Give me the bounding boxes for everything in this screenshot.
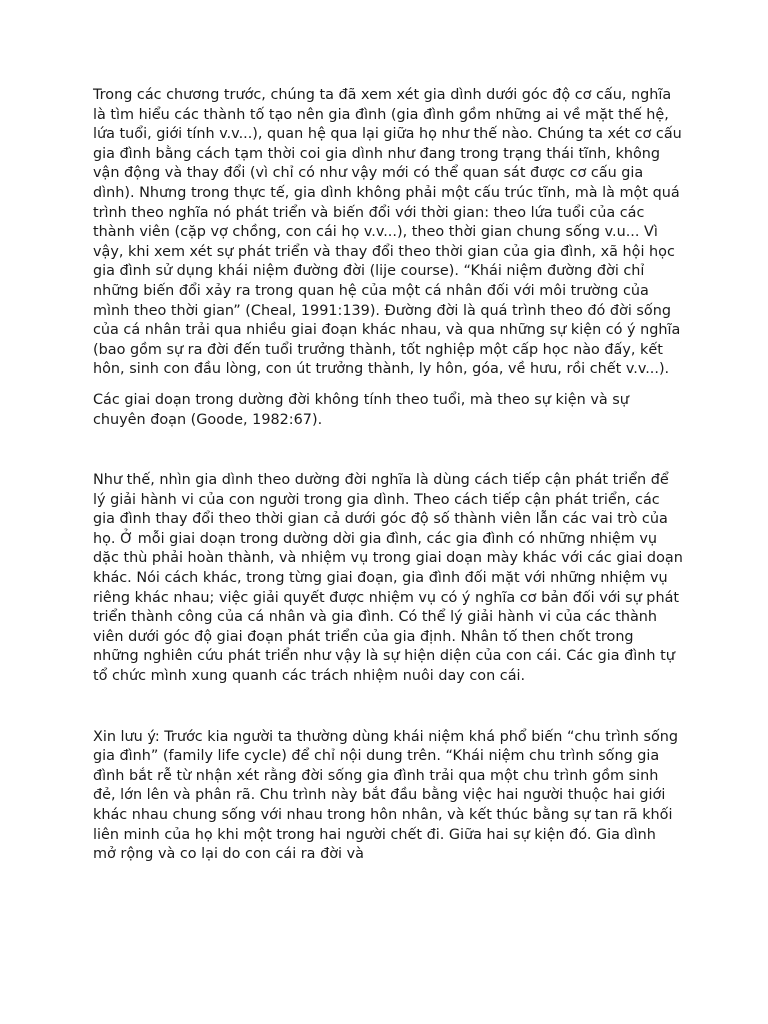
paragraph-life-course-stages: Các giai doạn trong dường đời không tính theo tuổi, mà theo sự kiện và sự chuyên đoạn (Goode, 1982:67). [93, 391, 629, 428]
document-page [93, 86, 683, 865]
paragraph-family-structure: Trong các chương trước, chúng ta đã xem xét gia dình dưới góc độ cơ cấu, nghĩa là tìm hiểu các thành tố tạo nên gia đình (gia đình gồm những ai về mặt thế hệ, lứa tuổi, giới tính v.v...), quan hệ qua lại giữa họ như thế nào. Chúng ta xét cơ cấu gia đình bằng cách tạm thời coi gia dình như đang trong trạng thái tĩnh, không vận động và thay đổi (vì chỉ có như vậy mới có thể quan sát được cơ cấu gia dình). Nhưng trong thực tế, gia dình không phải một cấu trúc tĩnh, mà là một quá trình theo nghĩa nó phát triển và biến đổi với thời gian: theo lứa tuổi của các thành viên (cặp vợ chồng, con cái họ v.v...), theo thời gian chung sống v.u... Vì vậy, khi xem xét sự phát triển và thay đổi theo thời gian của gia đình, xã hội học gia đình sử dụng khái niệm đường đời (lije course). “Khái niệm đường đời chỉ những biến đổi xảy ra trong quan hệ của một cá nhân đối với môi trường của mình theo thời gian” (Cheal, 1991:139). Đường đời là quá trình theo đó đời sống của cá nhân trải qua nhiều giai đoạn khác nhau, và qua những sự kiện có ý nghĩa (bao gồm sự ra đời đến tuổi trưởng thành, tốt nghiệp một cấp học nào đấy, kết hôn, sinh con đầu lòng, con út trưởng thành, ly hôn, góa, về hưu, rồi chết v.v...). [93, 87, 682, 378]
paragraph-spacer [93, 380, 683, 391]
paragraph-spacer [93, 687, 683, 728]
paragraph-spacer [93, 430, 683, 471]
paragraph-family-life-cycle-note: Xin lưu ý: Trước kia người ta thường dùng khái niệm khá phổ biến “chu trình sống gia đình” (family life cycle) để chỉ nội dung trên. “Khái niệm chu trình sống gia đình bắt rễ từ nhận xét rằng đời sống gia đình trải qua một chu trình gồm sinh đẻ, lớn lên và phân rã. Chu trình này bắt đầu bằng việc hai người thuộc hai giới khác nhau chung sống với nhau trong hôn nhân, và kết thúc bằng sự tan rã khối liên minh của họ khi một trong hai người chết đi. Giữa hai sự kiện đó. Gia dình mở rộng và co lại do con cái ra đời và [93, 728, 679, 863]
paragraph-developmental-approach: Như thế, nhìn gia dình theo dường đời nghĩa là dùng cách tiếp cận phát triển để lý giải hành vi của con người trong gia dình. Theo cách tiếp cận phát triển, các gia đình thay đổi theo thời gian cả dưới góc độ số thành viên lẫn các vai trò của họ. Ở mỗi giai doạn trong dường dời gia đình, các gia đình có những nhiệm vụ dặc thù phải hoàn thành, và nhiệm vụ trong giai doạn mày khác với các giai doạn khác. Nói cách khác, trong từng giai đoạn, gia đình đối mặt với những nhiệm vụ riêng khác nhau; việc giải quyết được nhiệm vụ có ý nghĩa cơ bản đối với sự phát triển thành công của cá nhân và gia đình. Có thể lý giải hành vi của các thành viên dưới góc độ giai đoạn phát triển của gia định. Nhân tố then chốt trong những nghiên cứu phát triển như vậy là sự hiện diện của con cái. Các gia đình tự tổ chức mình xung quanh các trách nhiệm nuôi day con cái. [93, 472, 683, 685]
